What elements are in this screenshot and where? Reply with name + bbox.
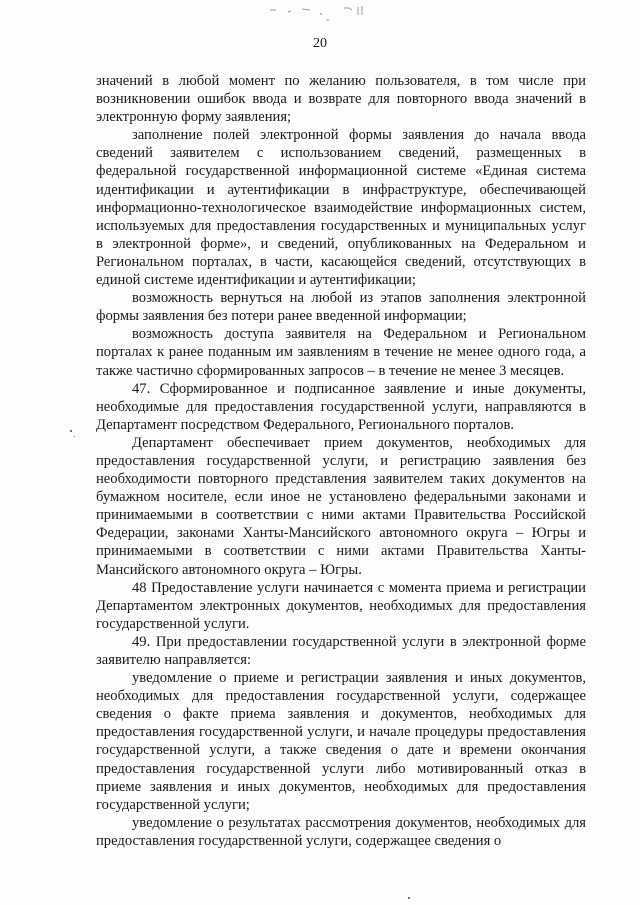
paragraph-item-49: 49. При предоставлении государственной услуги в электронной форме заявителю направляется:	[96, 633, 586, 668]
paragraph: уведомление о результатах рассмотрения документов, необходимых для предоставления государственной услуги, содержащее сведения о	[96, 814, 586, 849]
scan-speck	[408, 897, 410, 899]
paragraph: возможность доступа заявителя на Федеральном и Региональном порталах к ранее поданным им заявлениям в течение не менее одного года, а также частично сформированных запросов – в течение не менее 3 месяцев.	[96, 326, 586, 379]
document-body	[96, 72, 586, 850]
paragraph-item-48: 48 Предоставление услуги начинается с момента приема и регистрации Департаментом электронных документов, необходимых для предоставления государственной услуги.	[96, 579, 586, 632]
paragraph: уведомление о приеме и регистрации заявления и иных документов, необходимых для предоставления государственной услуги, содержащее сведения о факте приема заявления и документов, необходимых для предоставления государственной услуги, и начале процедуры предоставления государственной услуги, а также сведения о дате и времени окончания предоставления государственной услуги либо мотивированный отказ в приеме заявления и иных документов, необходимых для предоставления государственной услуги;	[96, 670, 586, 813]
paragraph: возможность вернуться на любой из этапов заполнения электронной формы заявления без потери ранее введенной информации;	[96, 290, 586, 325]
page-number: 20	[313, 36, 327, 51]
paragraph: Департамент обеспечивает прием документов, необходимых для предоставления государственной услуги, и регистрацию заявления без необходимости повторного представления заявителем таких документов на бумажном носителе, если иное не установлено федеральными законами и принимаемыми в соответствии с ними актами Правительства Российской Федерации, законами Ханты-Мансийского автономного округа – Югры и принимаемыми в соответствии с ними актами Правительства Ханты-Мансийского автономного округа – Югры.	[96, 434, 586, 578]
paragraph-continuation: значений в любой момент по желанию пользователя, в том числе при возникновении ошибок ввода и возврате для повторного ввода значений в электронную форму заявления;	[96, 73, 586, 126]
scan-artifact-marks	[240, 4, 400, 26]
scan-speck	[74, 436, 75, 437]
scan-speck	[70, 430, 72, 432]
paragraph-item-47: 47. Сформированное и подписанное заявление и иные документы, необходимые для предоставления государственной услуги, направляются в Департамент посредством Федерального, Регионального порталов.	[96, 380, 586, 433]
paragraph: заполнение полей электронной формы заявления до начала ввода сведений заявителем с использованием сведений, размещенных в федеральной государственной информационной системе «Единая система идентификации и аутентификации в инфраструктуре, обеспечивающей информационно-технологическое взаимодействие информационных систем, используемых для предоставления государственных и муниципальных услуг в электронной форме», и сведений, опубликованных на Федеральном и Региональном порталах, в части, касающейся сведений, отсутствующих в единой системе идентификации и аутентификации;	[96, 127, 586, 289]
